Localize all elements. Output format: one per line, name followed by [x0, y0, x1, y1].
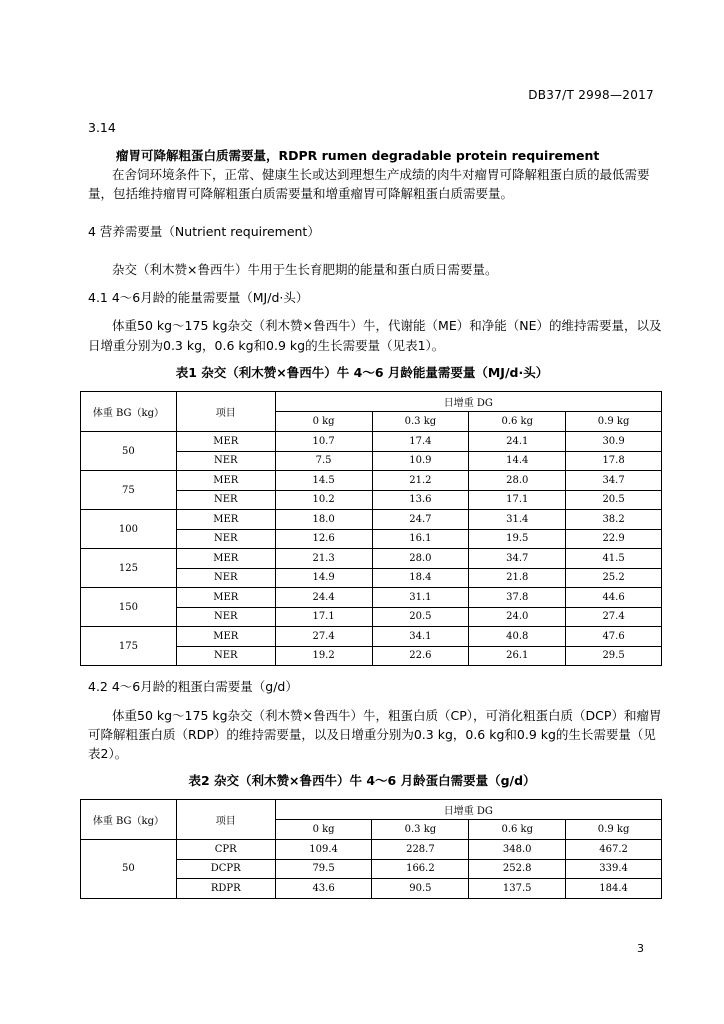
- value-cell: 339.4: [566, 859, 662, 879]
- value-cell: 18.4: [372, 568, 469, 588]
- item-cell: NER: [176, 646, 275, 666]
- table1-caption: 表1 杂交（利木赞×鲁西牛）牛 4～6 月龄能量需要量（MJ/d·头）: [175, 365, 549, 380]
- value-cell: 79.5: [275, 859, 372, 879]
- value-cell: 13.6: [372, 490, 469, 510]
- value-cell: 26.1: [469, 646, 566, 666]
- value-cell: 20.5: [566, 490, 662, 510]
- value-cell: 19.2: [275, 646, 372, 666]
- section-4-1-para-line-1: 体重50 kg～175 kg杂交（利木赞×鲁西牛）牛，代谢能（ME）和净能（NE）的维持需要量，以及: [112, 318, 662, 333]
- weight-cell: 100: [81, 510, 177, 549]
- table1-header-weight: 体重 BG（kg）: [81, 392, 177, 432]
- item-cell: MER: [176, 549, 275, 569]
- value-cell: 20.5: [372, 607, 469, 627]
- section-4-heading: 4 营养需要量（Nutrient requirement）: [88, 224, 320, 239]
- value-cell: 27.4: [566, 607, 662, 627]
- section-4-2-para-line-1: 体重50 kg～175 kg杂交（利木赞×鲁西牛）牛，粗蛋白质（CP），可消化粗蛋白质（DCP）和瘤胃: [112, 708, 662, 723]
- value-cell: 16.1: [372, 529, 469, 549]
- section-4-2-para-line-3: 表2）。: [88, 746, 128, 761]
- item-cell: NER: [176, 451, 275, 471]
- weight-cell: 50: [81, 432, 177, 471]
- value-cell: 166.2: [372, 859, 469, 879]
- table2-caption: 表2 杂交（利木赞×鲁西牛）牛 4～6 月龄蛋白需要量（g/d）: [188, 773, 536, 788]
- value-cell: 37.8: [469, 588, 566, 608]
- value-cell: 17.1: [469, 490, 566, 510]
- value-cell: 31.4: [469, 510, 566, 530]
- section-4-1-para-line-2: 日增重分别为0.3 kg，0.6 kg和0.9 kg的生长需要量（见表1）。: [88, 338, 445, 353]
- value-cell: 31.1: [372, 588, 469, 608]
- item-cell: MER: [176, 588, 275, 608]
- weight-cell: 175: [81, 627, 177, 666]
- value-cell: 24.7: [372, 510, 469, 530]
- value-cell: 29.5: [566, 646, 662, 666]
- section-4-intro: 杂交（利木赞×鲁西牛）牛用于生长育肥期的能量和蛋白质日需要量。: [112, 262, 498, 277]
- weight-cell: 125: [81, 549, 177, 588]
- value-cell: 30.9: [566, 432, 662, 452]
- table2-header-gain: 日增重 DG: [275, 800, 661, 820]
- value-cell: 24.1: [469, 432, 566, 452]
- table1-gain-2: 0.6 kg: [469, 412, 566, 432]
- item-cell: MER: [176, 627, 275, 647]
- weight-cell: 150: [81, 588, 177, 627]
- value-cell: 28.0: [372, 549, 469, 569]
- value-cell: 21.8: [469, 568, 566, 588]
- table2-header-item: 项目: [176, 800, 275, 840]
- value-cell: 34.7: [566, 471, 662, 491]
- value-cell: 14.5: [275, 471, 372, 491]
- value-cell: 44.6: [566, 588, 662, 608]
- value-cell: 137.5: [469, 879, 566, 899]
- definition-line-1: 在舍饲环境条件下，正常、健康生长或达到理想生产成绩的肉牛对瘤胃可降解粗蛋白质的最低需要: [112, 167, 650, 182]
- item-cell: NER: [176, 568, 275, 588]
- table1: [80, 391, 662, 666]
- value-cell: 12.6: [275, 529, 372, 549]
- value-cell: 43.6: [275, 879, 372, 899]
- value-cell: 34.7: [469, 549, 566, 569]
- table-row: [81, 510, 662, 530]
- value-cell: 184.4: [566, 879, 662, 899]
- item-cell: DCPR: [176, 859, 275, 879]
- value-cell: 17.1: [275, 607, 372, 627]
- table-row: [81, 588, 662, 608]
- item-cell: MER: [176, 510, 275, 530]
- value-cell: 10.7: [275, 432, 372, 452]
- value-cell: 27.4: [275, 627, 372, 647]
- item-cell: CPR: [176, 840, 275, 860]
- page-number: 3: [637, 942, 644, 955]
- value-cell: 10.9: [372, 451, 469, 471]
- table-row: [81, 432, 662, 452]
- value-cell: 25.2: [566, 568, 662, 588]
- value-cell: 17.8: [566, 451, 662, 471]
- section-4-1-heading: 4.1 4～6月龄的能量需要量（MJ/d·头）: [88, 290, 309, 305]
- value-cell: 467.2: [566, 840, 662, 860]
- value-cell: 41.5: [566, 549, 662, 569]
- term-rdpr: 瘤胃可降解粗蛋白质需要量，RDPR rumen degradable protein requirement: [116, 148, 600, 163]
- weight-cell: 75: [81, 471, 177, 510]
- value-cell: 14.9: [275, 568, 372, 588]
- section-4-2-heading: 4.2 4～6月龄的粗蛋白需要量（g/d）: [88, 679, 298, 694]
- standard-code: DB37/T 2998—2017: [528, 88, 654, 102]
- table-row: [81, 627, 662, 647]
- section-4-2-para-line-2: 可降解粗蛋白质（RDP）的维持需要量，以及日增重分别为0.3 kg，0.6 kg和0.9 kg的生长需要量（见: [88, 727, 656, 742]
- value-cell: 28.0: [469, 471, 566, 491]
- value-cell: 252.8: [469, 859, 566, 879]
- value-cell: 21.3: [275, 549, 372, 569]
- table-row: [81, 549, 662, 569]
- value-cell: 90.5: [372, 879, 469, 899]
- table2-gain-2: 0.6 kg: [469, 820, 566, 840]
- table1-gain-1: 0.3 kg: [372, 412, 469, 432]
- table2: [80, 799, 662, 899]
- table1-gain-3: 0.9 kg: [566, 412, 662, 432]
- item-cell: MER: [176, 432, 275, 452]
- value-cell: 348.0: [469, 840, 566, 860]
- value-cell: 40.8: [469, 627, 566, 647]
- value-cell: 10.2: [275, 490, 372, 510]
- value-cell: 19.5: [469, 529, 566, 549]
- item-cell: NER: [176, 529, 275, 549]
- table1-header-gain: 日增重 DG: [275, 392, 661, 412]
- table1-gain-0: 0 kg: [275, 412, 372, 432]
- value-cell: 7.5: [275, 451, 372, 471]
- value-cell: 38.2: [566, 510, 662, 530]
- table2-gain-3: 0.9 kg: [566, 820, 662, 840]
- value-cell: 228.7: [372, 840, 469, 860]
- value-cell: 24.0: [469, 607, 566, 627]
- value-cell: 14.4: [469, 451, 566, 471]
- definition-line-2: 量，包括维持瘤胃可降解粗蛋白质需要量和增重瘤胃可降解粗蛋白质需要量。: [88, 186, 514, 201]
- value-cell: 21.2: [372, 471, 469, 491]
- value-cell: 22.9: [566, 529, 662, 549]
- value-cell: 109.4: [275, 840, 372, 860]
- value-cell: 17.4: [372, 432, 469, 452]
- clause-number-3-14: 3.14: [88, 120, 116, 135]
- value-cell: 24.4: [275, 588, 372, 608]
- item-cell: NER: [176, 607, 275, 627]
- table2-gain-0: 0 kg: [275, 820, 372, 840]
- item-cell: RDPR: [176, 879, 275, 899]
- item-cell: MER: [176, 471, 275, 491]
- table-row: [81, 471, 662, 491]
- weight-cell: 50: [81, 840, 177, 899]
- table2-gain-1: 0.3 kg: [372, 820, 469, 840]
- value-cell: 47.6: [566, 627, 662, 647]
- table1-header-item: 项目: [176, 392, 275, 432]
- table2-header-weight: 体重 BG（kg）: [81, 800, 177, 840]
- value-cell: 34.1: [372, 627, 469, 647]
- value-cell: 22.6: [372, 646, 469, 666]
- item-cell: NER: [176, 490, 275, 510]
- table-row: [81, 840, 662, 860]
- value-cell: 18.0: [275, 510, 372, 530]
